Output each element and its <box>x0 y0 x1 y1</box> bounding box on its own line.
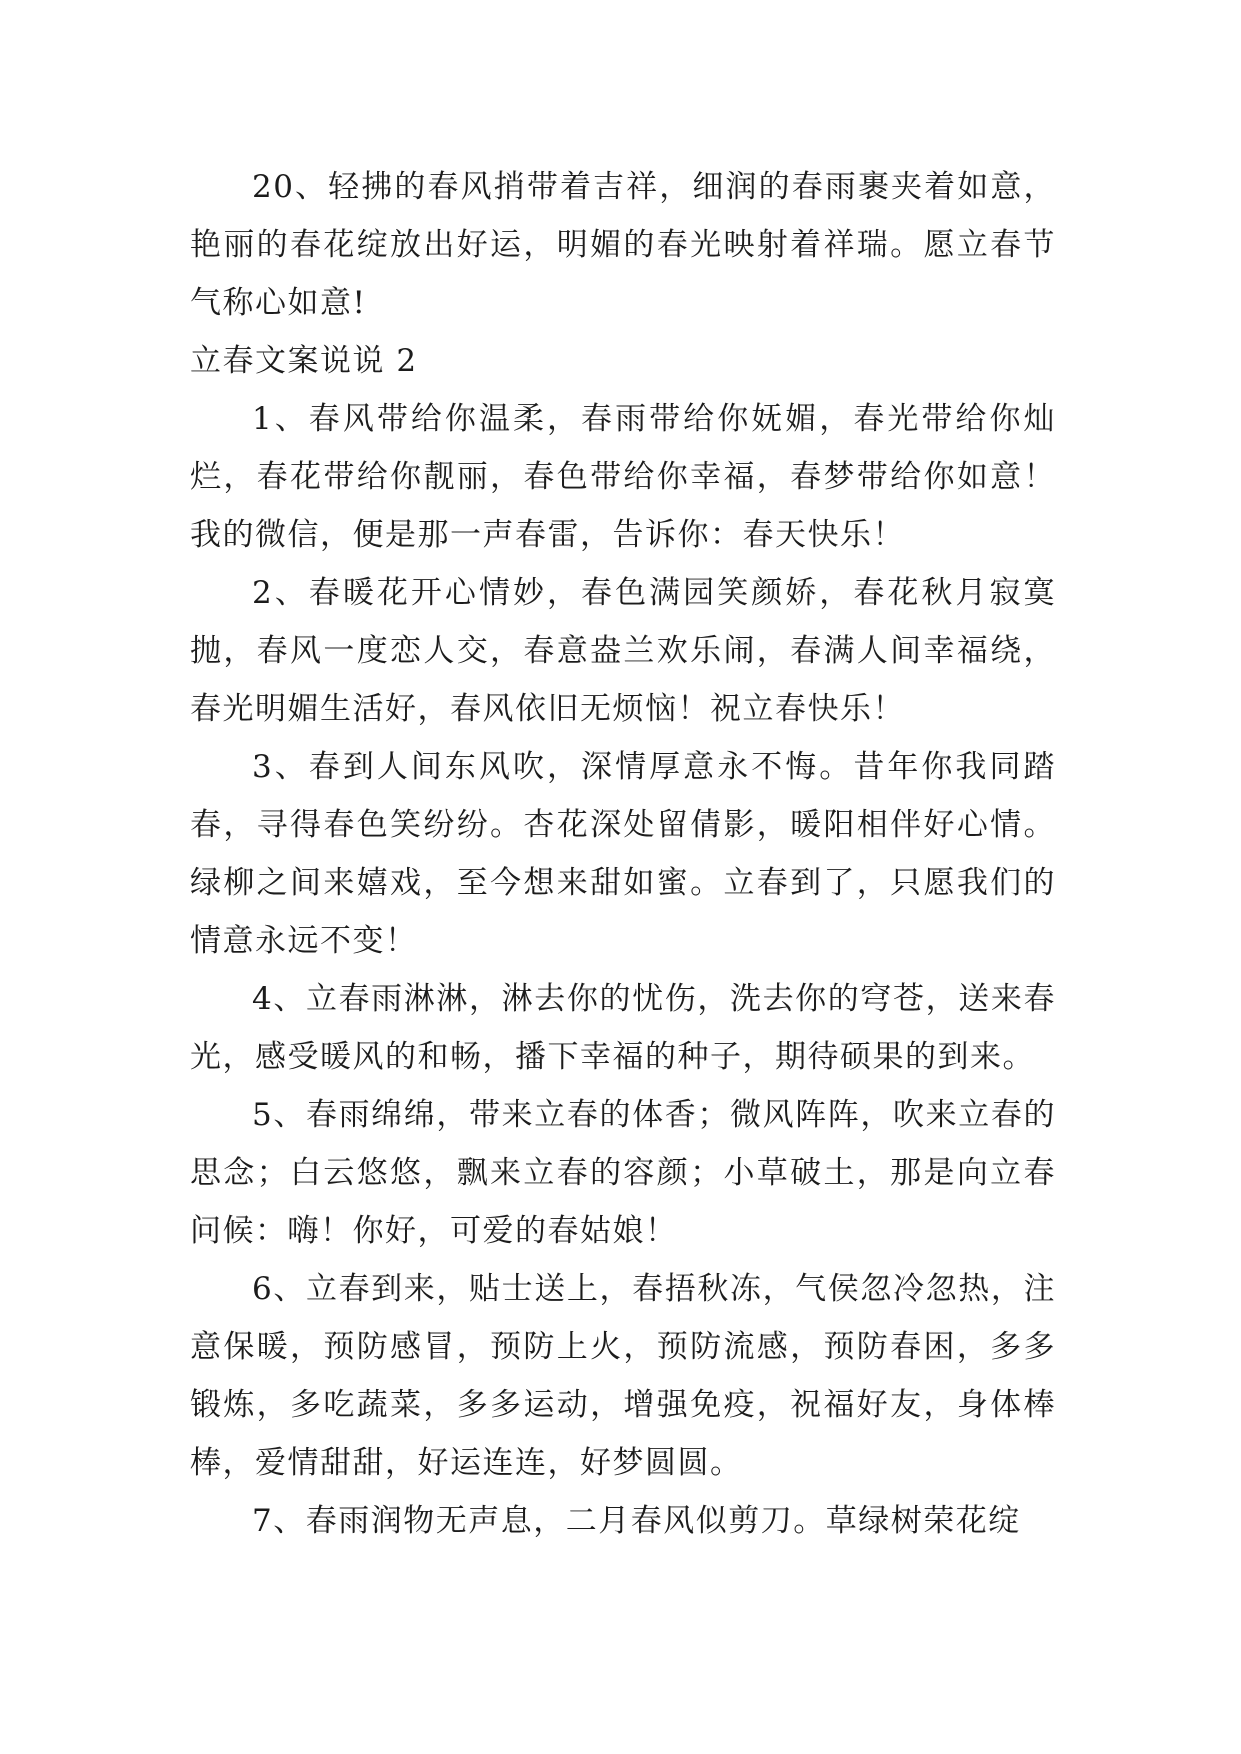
paragraph-4: 4、立春雨淋淋，淋去你的忧伤，洗去你的穹苍，送来春光，感受暖风的和畅，播下幸福的种子，期待硕果的到来。 <box>190 981 1056 1075</box>
section-heading: 立春文案说说 2 <box>190 343 418 379</box>
paragraph-6: 6、立春到来，贴士送上，春捂秋冻，气侯忽冷忽热，注意保暖，预防感冒，预防上火，预防流感，预防春困，多多锻炼，多吃蔬菜，多多运动，增强免疫，祝福好友，身体棒棒，爱情甜甜，好运连连，好梦圆圆。 <box>190 1271 1056 1481</box>
paragraph-1: 1、春风带给你温柔，春雨带给你妩媚，春光带给你灿烂，春花带给你靓丽，春色带给你幸福，春梦带给你如意！我的微信，便是那一声春雷，告诉你：春天快乐！ <box>190 401 1056 553</box>
paragraph-20: 20、轻拂的春风捎带着吉祥，细润的春雨裹夹着如意，艳丽的春花绽放出好运，明媚的春光映射着祥瑞。愿立春节气称心如意! <box>190 169 1056 321</box>
paragraph-7: 7、春雨润物无声息，二月春风似剪刀。草绿树荣花绽 <box>252 1503 1021 1539</box>
paragraph-3: 3、春到人间东风吹，深情厚意永不悔。昔年你我同踏春，寻得春色笑纷纷。杏花深处留倩影，暖阳相伴好心情。绿柳之间来嬉戏，至今想来甜如蜜。立春到了，只愿我们的情意永远不变！ <box>190 749 1056 959</box>
paragraph-2: 2、春暖花开心情妙，春色满园笑颜娇，春花秋月寂寞抛，春风一度恋人交，春意盎兰欢乐闹，春满人间幸福绕，春光明媚生活好，春风依旧无烦恼！祝立春快乐！ <box>190 575 1056 727</box>
paragraph-5: 5、春雨绵绵，带来立春的体香；微风阵阵，吹来立春的思念；白云悠悠，飘来立春的容颜；小草破土，那是向立春问候：嗨！你好，可爱的春姑娘！ <box>190 1097 1056 1249</box>
document-body <box>190 158 1056 1550</box>
